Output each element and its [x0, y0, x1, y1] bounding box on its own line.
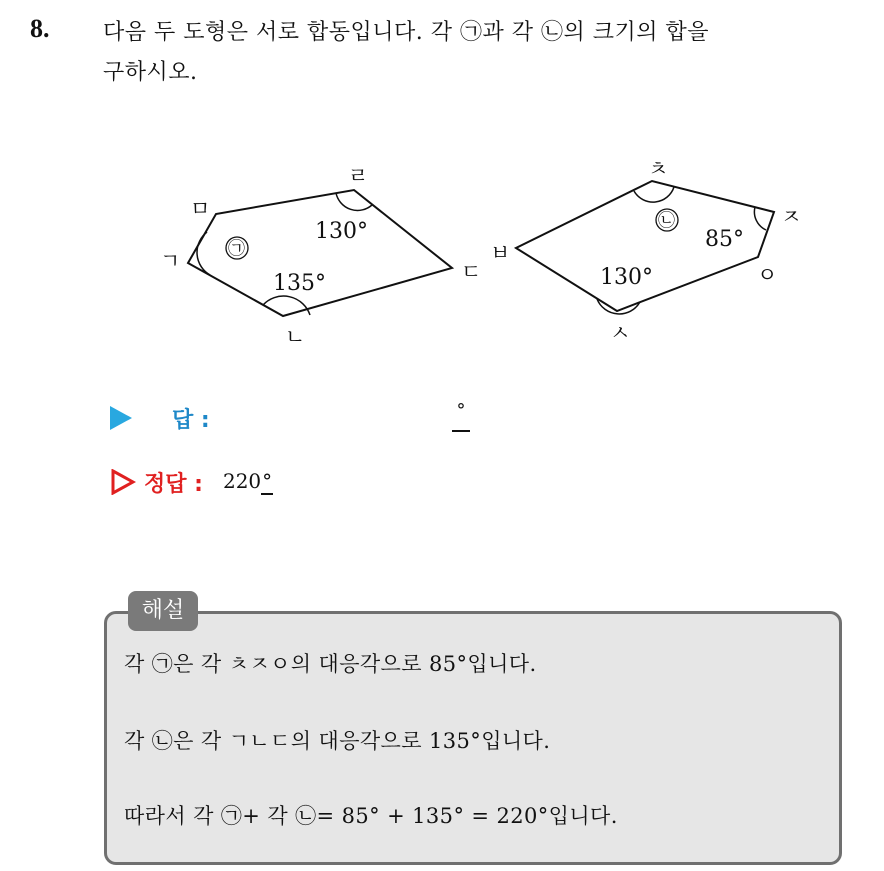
- left-angle-135: 135°: [273, 271, 326, 296]
- correct-answer-unit: °: [262, 469, 273, 493]
- angle-arc-s: [597, 299, 640, 314]
- correct-answer-number: 220: [222, 469, 262, 493]
- question-text-line-2: 구하시오.: [103, 60, 198, 85]
- outline-triangle-icon: [110, 469, 136, 495]
- correct-answer-value: [223, 469, 273, 495]
- marked-angle-left-label: ㉠: [228, 239, 245, 259]
- right-angle-85: 85°: [705, 227, 744, 252]
- right-angle-130: 130°: [600, 265, 653, 290]
- vertex-label-s: ㅅ: [610, 321, 631, 345]
- correct-answer-label: 정답 :: [144, 471, 203, 497]
- congruent-pentagons-figure: [0, 0, 884, 400]
- vertex-label-o: ㅇ: [757, 263, 778, 287]
- angle-arc-l: [263, 296, 310, 315]
- vertex-label-m: ㅁ: [190, 197, 211, 221]
- solution-tag: 해설: [128, 591, 198, 631]
- marked-angle-right-label: ㉡: [658, 211, 675, 231]
- correct-answer-row: [110, 464, 273, 500]
- solution-line-1: 각 ㉠은 각 ㅊㅈㅇ의 대응각으로 85°입니다.: [124, 652, 537, 676]
- left-angle-130: 130°: [315, 219, 368, 244]
- vertex-label-g: ㄱ: [160, 249, 181, 273]
- vertex-label-n: ㄴ: [285, 325, 306, 349]
- question-text-line-1: 다음 두 도형은 서로 합동입니다. 각 ㉠과 각 ㉡의 크기의 합을: [103, 20, 709, 45]
- solution-line-3: 따라서 각 ㉠+ 각 ㉡= 85° + 135° = 220°입니다.: [124, 804, 618, 828]
- vertex-label-ch: ㅊ: [648, 157, 669, 181]
- vertex-label-b: ㅂ: [490, 241, 511, 265]
- vertex-label-r: ㄹ: [348, 164, 369, 188]
- solution-line-2: 각 ㉡은 각 ㄱㄴㄷ의 대응각으로 135°입니다.: [124, 729, 551, 753]
- vertex-label-j: ㅈ: [781, 205, 802, 229]
- answer-blank[interactable]: °: [452, 400, 470, 432]
- question-number: 8.: [30, 14, 50, 43]
- angle-arc-ch: [634, 187, 674, 202]
- angle-arc-r: [336, 193, 372, 210]
- answer-label: 답 :: [172, 407, 210, 433]
- play-triangle-icon: [110, 406, 132, 430]
- answer-row: [110, 400, 210, 436]
- vertex-label-d: ㄷ: [461, 260, 482, 284]
